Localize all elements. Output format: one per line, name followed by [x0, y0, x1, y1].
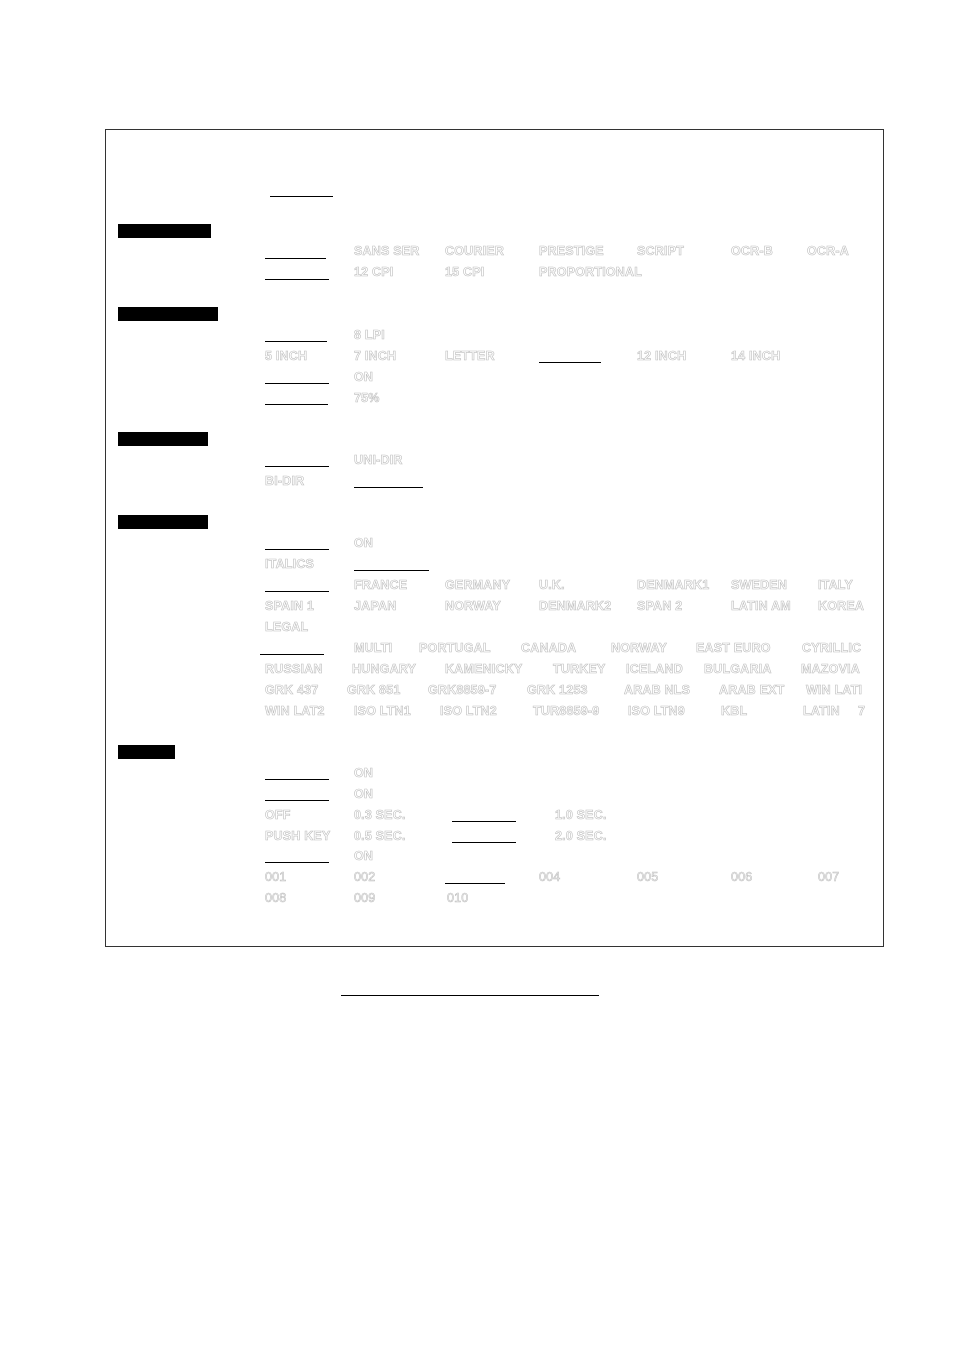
codepage-cyrillic[interactable]: CYRILLIC [802, 641, 862, 655]
length-12inch[interactable]: 12 INCH [637, 349, 687, 363]
paper-on[interactable]: ON [354, 370, 374, 384]
length-14inch[interactable]: 14 INCH [731, 349, 781, 363]
other-on-2[interactable]: ON [354, 787, 374, 801]
lpi-blank [265, 341, 327, 342]
id-blank [445, 883, 505, 884]
country-legal[interactable]: LEGAL [265, 620, 309, 634]
font-script[interactable]: SCRIPT [637, 244, 685, 258]
paper-75-percent[interactable]: 75% [354, 391, 380, 405]
country-japan[interactable]: JAPAN [354, 599, 397, 613]
country-norway[interactable]: NORWAY [445, 599, 502, 613]
pitch-blank [265, 279, 329, 280]
font-sans-ser[interactable]: SANS SER [354, 244, 420, 258]
other-on3-blank [265, 862, 329, 863]
other-on2-blank [265, 800, 329, 801]
codepage-east-euro[interactable]: EAST EURO [696, 641, 771, 655]
print-blank-1 [265, 466, 329, 467]
font-courier[interactable]: COURIER [445, 244, 505, 258]
charset-italics[interactable]: ITALICS [265, 557, 315, 571]
paper-on-blank [265, 383, 329, 384]
font-blank-1 [265, 258, 326, 259]
country-france[interactable]: FRANCE [354, 578, 408, 592]
codepage-tur8859-9[interactable]: TUR8859-9 [533, 704, 600, 718]
country-italy[interactable]: ITALY [818, 578, 854, 592]
codepage-hungary[interactable]: HUNGARY [352, 662, 417, 676]
country-korea[interactable]: KOREA [818, 599, 865, 613]
codepage-arab-nls[interactable]: ARAB NLS [624, 683, 691, 697]
codepage-iceland[interactable]: ICELAND [626, 662, 683, 676]
length-7inch[interactable]: 7 INCH [354, 349, 397, 363]
country-germany[interactable]: GERMANY [445, 578, 511, 592]
id-001[interactable]: 001 [265, 870, 287, 884]
codepage-7[interactable]: 7 [858, 704, 866, 718]
timer-blank-2 [452, 842, 516, 843]
timer-1-0-sec[interactable]: 1.0 SEC. [555, 808, 607, 822]
codepage-iso-ltn9[interactable]: ISO LTN9 [628, 704, 685, 718]
country-uk[interactable]: U.K. [539, 578, 565, 592]
other-on1-blank [265, 779, 329, 780]
codepage-turkey[interactable]: TURKEY [553, 662, 606, 676]
id-007[interactable]: 007 [818, 870, 840, 884]
id-010[interactable]: 010 [447, 891, 469, 905]
codepage-grk8859-7[interactable]: GRK8859-7 [428, 683, 497, 697]
pitch-12cpi[interactable]: 12 CPI [354, 265, 394, 279]
section-bar-font [118, 224, 211, 238]
codepage-russian[interactable]: RUSSIAN [265, 662, 323, 676]
header-underline [270, 196, 333, 197]
charset-italics-blank [354, 570, 429, 571]
timer-blank-1 [452, 821, 516, 822]
codepage-kbl[interactable]: KBL [721, 704, 748, 718]
id-008[interactable]: 008 [265, 891, 287, 905]
country-latin-am[interactable]: LATIN AM [731, 599, 791, 613]
length-blank [539, 362, 601, 363]
codepage-latin[interactable]: LATIN [803, 704, 840, 718]
country-blank-1 [265, 591, 329, 592]
timer-0-5-sec[interactable]: 0.5 SEC. [354, 829, 406, 843]
codepage-arab-ext[interactable]: ARAB EXT [719, 683, 785, 697]
other-on-3[interactable]: ON [354, 849, 374, 863]
pitch-15cpi[interactable]: 15 CPI [445, 265, 485, 279]
section-bar-print [118, 432, 208, 446]
country-sweden[interactable]: SWEDEN [731, 578, 788, 592]
codepage-grk437[interactable]: GRK 437 [265, 683, 319, 697]
other-on-1[interactable]: ON [354, 766, 374, 780]
codepage-blank [260, 654, 324, 655]
codepage-grk851[interactable]: GRK 851 [347, 683, 401, 697]
id-005[interactable]: 005 [637, 870, 659, 884]
country-denmark1[interactable]: DENMARK1 [637, 578, 710, 592]
country-denmark2[interactable]: DENMARK2 [539, 599, 612, 613]
codepage-multi[interactable]: MULTI [354, 641, 393, 655]
codepage-portugal[interactable]: PORTUGAL [419, 641, 491, 655]
print-bidir[interactable]: BI-DIR [265, 474, 305, 488]
id-009[interactable]: 009 [354, 891, 376, 905]
codepage-win-lat2[interactable]: WIN LAT2 [265, 704, 325, 718]
codepage-norway[interactable]: NORWAY [611, 641, 668, 655]
codepage-grk1253[interactable]: GRK 1253 [527, 683, 588, 697]
section-bar-other [118, 745, 175, 759]
charset-on[interactable]: ON [354, 536, 374, 550]
id-002[interactable]: 002 [354, 870, 376, 884]
paper-8lpi[interactable]: 8 LPI [354, 328, 385, 342]
country-spain1[interactable]: SPAIN 1 [265, 599, 315, 613]
country-span2[interactable]: SPAN 2 [637, 599, 683, 613]
codepage-iso-ltn2[interactable]: ISO LTN2 [440, 704, 497, 718]
timer-2-0-sec[interactable]: 2.0 SEC. [555, 829, 607, 843]
pitch-proportional[interactable]: PROPORTIONAL [539, 265, 643, 279]
footer-line [341, 995, 599, 996]
id-006[interactable]: 006 [731, 870, 753, 884]
length-letter[interactable]: LETTER [445, 349, 495, 363]
timer-push-key[interactable]: PUSH KEY [265, 829, 331, 843]
codepage-win-lati[interactable]: WIN LATI [806, 683, 863, 697]
paper-percent-blank [265, 404, 328, 405]
codepage-iso-ltn1[interactable]: ISO LTN1 [354, 704, 411, 718]
length-5inch[interactable]: 5 INCH [265, 349, 308, 363]
codepage-mazovia[interactable]: MAZOVIA [801, 662, 861, 676]
section-bar-paper [118, 307, 218, 321]
charset-on-blank [265, 549, 329, 550]
font-prestige[interactable]: PRESTIGE [539, 244, 604, 258]
font-ocr-b[interactable]: OCR-B [731, 244, 773, 258]
print-blank-2 [354, 487, 423, 488]
codepage-kamenicky[interactable]: KAMENICKY [445, 662, 523, 676]
timer-off[interactable]: OFF [265, 808, 291, 822]
id-004[interactable]: 004 [539, 870, 561, 884]
timer-0-3-sec[interactable]: 0.3 SEC. [354, 808, 406, 822]
section-bar-charset [118, 515, 208, 529]
codepage-bulgaria[interactable]: BULGARIA [704, 662, 772, 676]
font-ocr-a[interactable]: OCR-A [807, 244, 849, 258]
codepage-canada[interactable]: CANADA [521, 641, 577, 655]
print-unidir[interactable]: UNI-DIR [354, 453, 403, 467]
